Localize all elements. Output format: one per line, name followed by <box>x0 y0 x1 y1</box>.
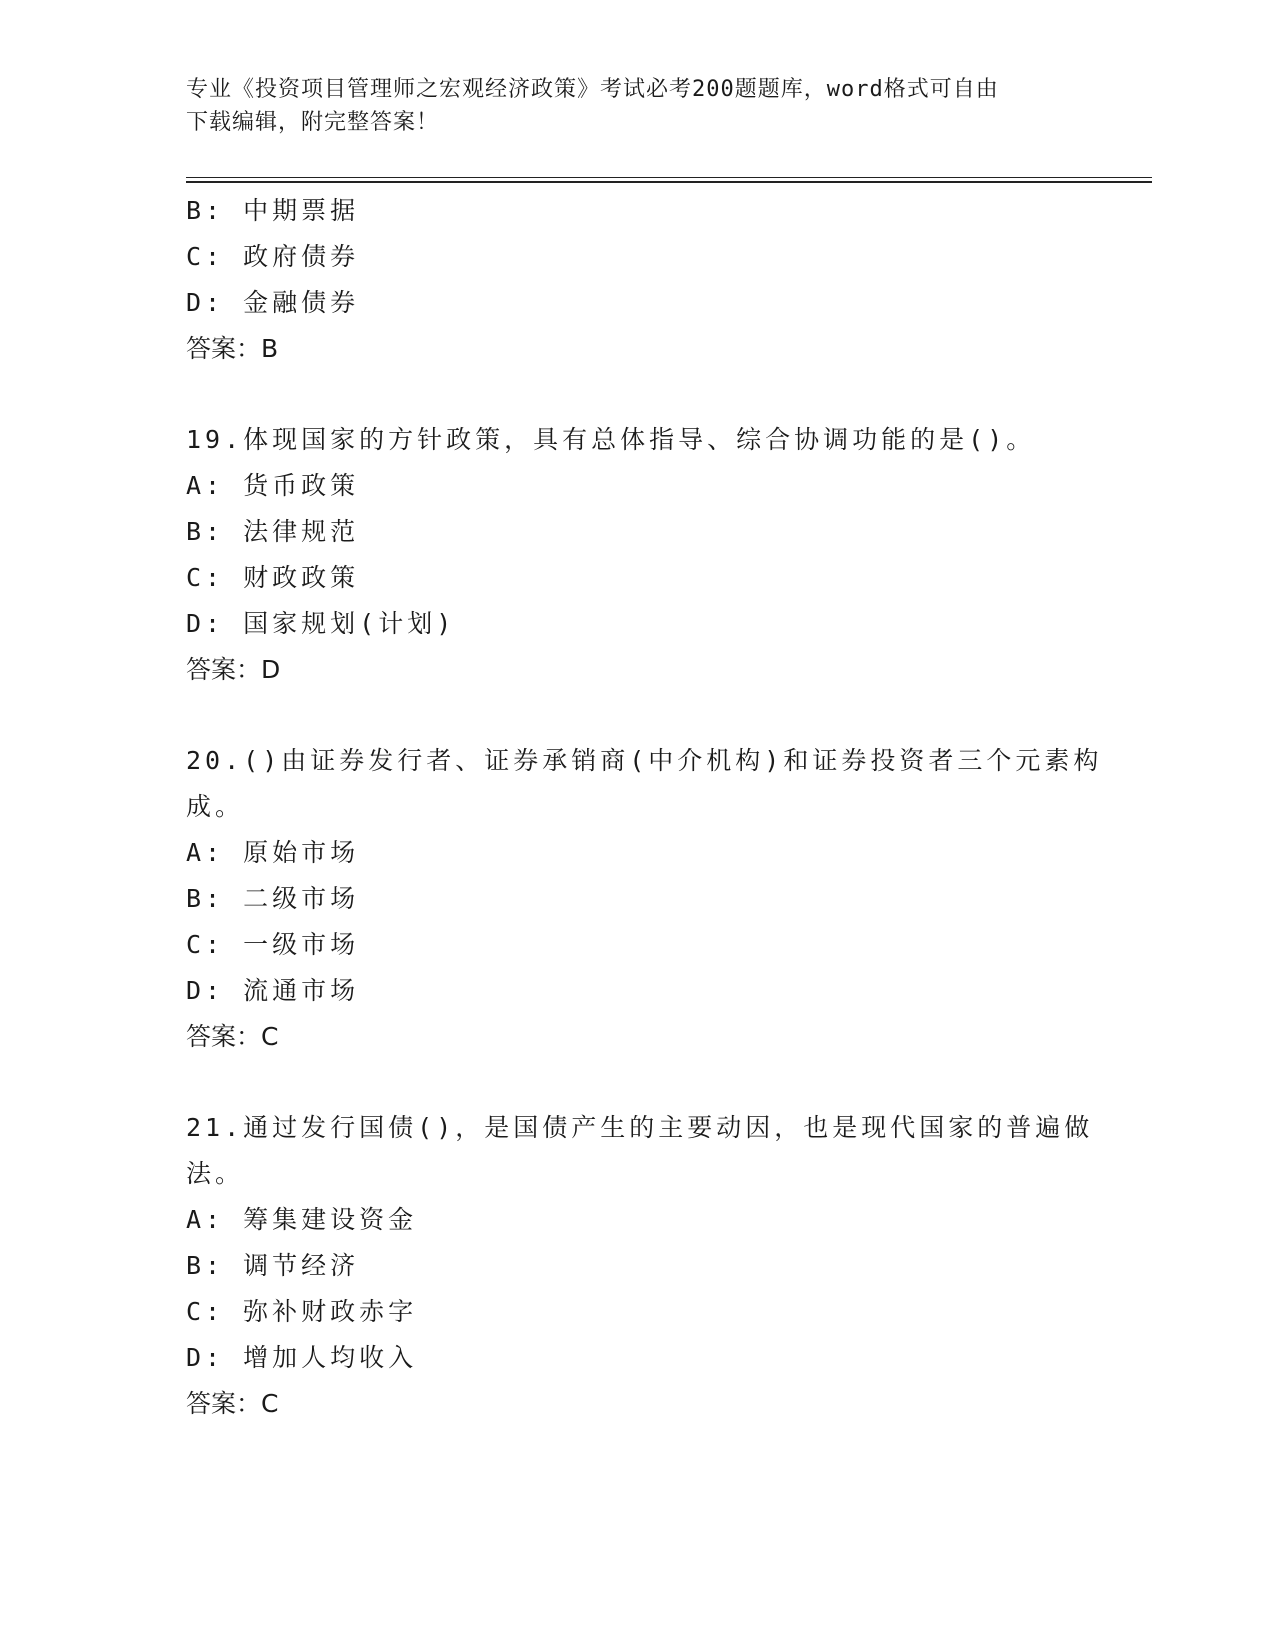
question-18-continued <box>186 188 1086 372</box>
option-d: D: 金融债券 <box>186 288 360 317</box>
question-text-line-2: 成。 <box>186 792 245 821</box>
answer-line: 答案：B <box>186 334 279 363</box>
question-20 <box>186 738 1103 1060</box>
option-c: C: 弥补财政赤字 <box>186 1297 418 1326</box>
option-b: B: 调节经济 <box>186 1251 360 1280</box>
option-d: D: 流通市场 <box>186 976 360 1005</box>
answer-line: 答案：D <box>186 655 281 684</box>
option-d: D: 增加人均收入 <box>186 1343 418 1372</box>
option-b: B: 二级市场 <box>186 884 360 913</box>
answer-line: 答案：C <box>186 1389 279 1418</box>
option-c: C: 财政政策 <box>186 563 360 592</box>
option-d: D: 国家规划(计划) <box>186 609 456 638</box>
question-21 <box>186 1105 1094 1427</box>
question-list <box>186 188 1103 1427</box>
header-line-1: 专业《投资项目管理师之宏观经济政策》考试必考200题题库，word格式可自由 <box>186 77 999 102</box>
spacer <box>186 693 1086 738</box>
spacer <box>186 1060 1086 1105</box>
spacer <box>186 372 1086 417</box>
header-line-2: 下载编辑，附完整答案！ <box>186 110 440 135</box>
question-text-line-2: 法。 <box>186 1159 245 1188</box>
question-text-line-1: 20.()由证券发行者、证券承销商(中介机构)和证券投资者三个元素构 <box>186 746 1103 775</box>
question-text: 19.体现国家的方针政策，具有总体指导、综合协调功能的是()。 <box>186 425 1036 454</box>
option-a: A: 货币政策 <box>186 471 360 500</box>
header-divider-bottom <box>186 181 1152 183</box>
option-a: A: 原始市场 <box>186 838 360 867</box>
option-a: A: 筹集建设资金 <box>186 1205 418 1234</box>
answer-line: 答案：C <box>186 1022 279 1051</box>
option-c: C: 政府债券 <box>186 242 360 271</box>
question-19 <box>186 417 1086 693</box>
header-divider-top <box>186 177 1152 178</box>
document-header <box>186 73 1086 139</box>
option-b: B: 中期票据 <box>186 196 360 225</box>
option-c: C: 一级市场 <box>186 930 360 959</box>
question-text-line-1: 21.通过发行国债()，是国债产生的主要动因，也是现代国家的普遍做 <box>186 1113 1094 1142</box>
option-b: B: 法律规范 <box>186 517 360 546</box>
